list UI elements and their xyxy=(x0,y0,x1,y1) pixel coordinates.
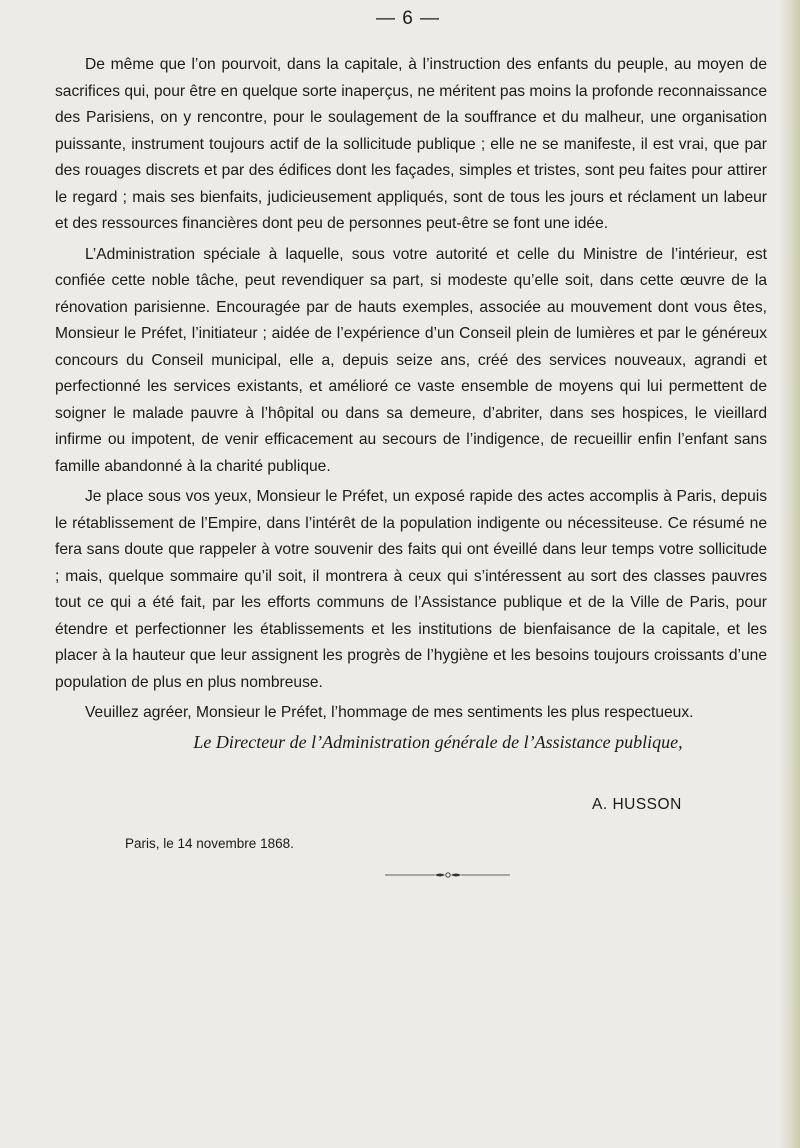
page-edge-shadow xyxy=(778,0,800,1148)
paragraph-1: De même que l’on pourvoit, dans la capitale, à l’instruction des enfants du peuple, au moyen de sacrifices qui, pour être en quelque sorte inaperçus, ne méritent pas moins la profonde reconnaissance des Parisiens, on y rencontre, pour le soulagement de la souffrance et du malheur, une organisation puissante, instrument toujours actif de la sollicitude publique ; elle ne se manifeste, il est vrai, que par des rouages discrets et par des édifices dont les façades, simples et tristes, sont peu faites pour attirer le regard ; mais ses bienfaits, judicieusement appliqués, sont de tous les jours et réclament un labeur et des ressources financières dont peu de personnes peut-être se font une idée. xyxy=(55,56,767,232)
page-number: — 6 — xyxy=(375,8,441,29)
signature-name: A. HUSSON xyxy=(592,796,682,813)
signature-title: Le Directeur de l’Administration générale de l’Assistance publique, xyxy=(193,732,683,752)
ornament-divider-icon xyxy=(385,870,510,880)
paragraph-3: Je place sous vos yeux, Monsieur le Préfet, un exposé rapide des actes accomplis à Paris, depuis le rétablissement de l’Empire, dans l’intérêt de la population indigente ou nécessiteuse. Ce résumé ne fera sans doute que rappeler à votre souvenir des faits qui ont éveillé dans leur temps votre sollicitude ; mais, quelque sommaire qu’il soit, il montrera à ceux qui s’intéressent au sort des classes pauvres tout ce qui a été fait, par les efforts communs de l’Assistance publique et de la Ville de Paris, pour étendre et perfectionner les établissements et les institutions de bienfaisance de la capitale, et les placer à la hauteur que leur assignent les progrès de l’hygiène et les besoins toujours croissants d’une population de plus en plus nombreuse. xyxy=(55,488,767,691)
paragraph-2: L’Administration spéciale à laquelle, sous votre autorité et celle du Ministre de l’intérieur, est confiée cette noble tâche, peut revendiquer sa part, si modeste qu’elle soit, dans cette œuvre de la rénovation parisienne. Encouragée par de hauts exemples, associée au mouvement dont vous êtes, Monsieur le Préfet, l’initiateur ; aidée de l’expérience d’un Conseil plein de lumières et par le généreux concours du Conseil municipal, elle a, depuis seize ans, créé des services nouveaux, agrandi et perfectionné les services existants, et amélioré ce vaste ensemble de moyens qui lui permettent de soigner le malade pauvre à l’hôpital ou dans sa demeure, d’abriter, dans ses hospices, le vieillard infirme ou impotent, de venir efficacement au secours de l’indigence, de recueillir enfin l’enfant sans famille abandonné à la charité publique. xyxy=(55,245,767,475)
paragraph-closing: Veuillez agréer, Monsieur le Préfet, l’hommage de mes sentiments les plus respectueux. xyxy=(85,704,694,721)
dateline: Paris, le 14 novembre 1868. xyxy=(125,836,294,851)
body-text xyxy=(55,52,767,731)
